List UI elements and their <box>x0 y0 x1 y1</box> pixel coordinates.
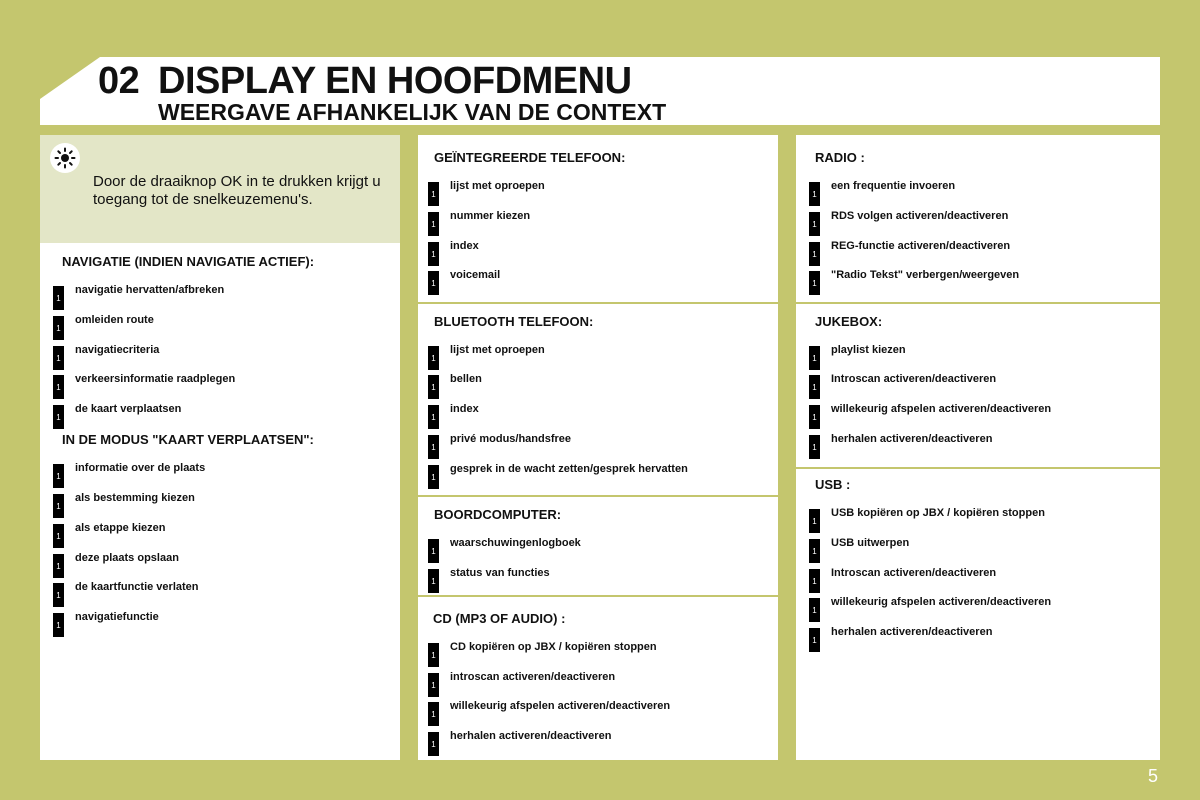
section-title-radio: RADIO : <box>815 150 865 165</box>
item-badge: 1 <box>53 346 64 370</box>
section-divider <box>418 495 778 497</box>
item-badge: 1 <box>53 613 64 637</box>
section-divider <box>796 302 1160 304</box>
item-badge: 1 <box>428 702 439 726</box>
page-number: 5 <box>1148 766 1159 786</box>
item-badge: 1 <box>428 212 439 236</box>
chapter-number: 02 <box>98 60 140 102</box>
section-divider <box>418 302 778 304</box>
page-title: DISPLAY EN HOOFDMENU <box>158 60 632 102</box>
item-badge: 1 <box>428 242 439 266</box>
section-title-geintegreerde-telefoon: GEÏNTEGREERDE TELEFOON: <box>434 150 626 165</box>
section-title-bluetooth-telefoon: BLUETOOTH TELEFOON: <box>434 314 594 329</box>
sun-icon <box>50 143 80 173</box>
item-badge: 1 <box>809 628 820 652</box>
item-badge: 1 <box>428 375 439 399</box>
item-badge: 1 <box>53 554 64 578</box>
item-badge: 1 <box>428 271 439 295</box>
item-badge: 1 <box>428 643 439 667</box>
item-badge: 1 <box>809 569 820 593</box>
column-panel-right <box>796 135 1160 760</box>
tip-text: Door de draaiknop OK in te drukken krijgt u toegang tot de snelkeuzemenu's. <box>93 173 381 208</box>
item-badge: 1 <box>809 375 820 399</box>
section-title-kaart-verplaatsen: IN DE MODUS "KAART VERPLAATSEN": <box>62 432 314 447</box>
item-badge: 1 <box>428 346 439 370</box>
section-title-boordcomputer: BOORDCOMPUTER: <box>434 507 562 522</box>
item-badge: 1 <box>428 405 439 429</box>
item-badge: 1 <box>809 598 820 622</box>
item-badge: 1 <box>53 494 64 518</box>
item-badge: 1 <box>428 182 439 206</box>
item-badge: 1 <box>53 405 64 429</box>
item-badge: 1 <box>428 539 439 563</box>
item-badge: 1 <box>809 346 820 370</box>
item-badge: 1 <box>809 405 820 429</box>
column-panel-middle <box>418 135 778 760</box>
section-divider <box>796 467 1160 469</box>
item-badge: 1 <box>809 242 820 266</box>
page-subtitle: WEERGAVE AFHANKELIJK VAN DE CONTEXT <box>158 99 667 125</box>
item-badge: 1 <box>809 509 820 533</box>
section-title-cd: CD (MP3 OF AUDIO) : <box>433 611 566 626</box>
item-badge: 1 <box>428 569 439 593</box>
item-badge: 1 <box>809 435 820 459</box>
item-badge: 1 <box>809 212 820 236</box>
item-badge: 1 <box>428 465 439 489</box>
item-badge: 1 <box>53 464 64 488</box>
item-badge: 1 <box>428 673 439 697</box>
item-badge: 1 <box>53 316 64 340</box>
item-badge: 1 <box>53 583 64 607</box>
item-badge: 1 <box>53 375 64 399</box>
item-badge: 1 <box>428 732 439 756</box>
item-badge: 1 <box>53 524 64 548</box>
section-title-navigatie: NAVIGATIE (INDIEN NAVIGATIE ACTIEF): <box>62 254 315 269</box>
section-title-usb: USB : <box>815 477 851 492</box>
item-badge: 1 <box>428 435 439 459</box>
item-badge: 1 <box>53 286 64 310</box>
item-badge: 1 <box>809 539 820 563</box>
section-title-jukebox: JUKEBOX: <box>815 314 883 329</box>
item-badge: 1 <box>809 182 820 206</box>
section-divider <box>418 595 778 597</box>
item-badge: 1 <box>809 271 820 295</box>
